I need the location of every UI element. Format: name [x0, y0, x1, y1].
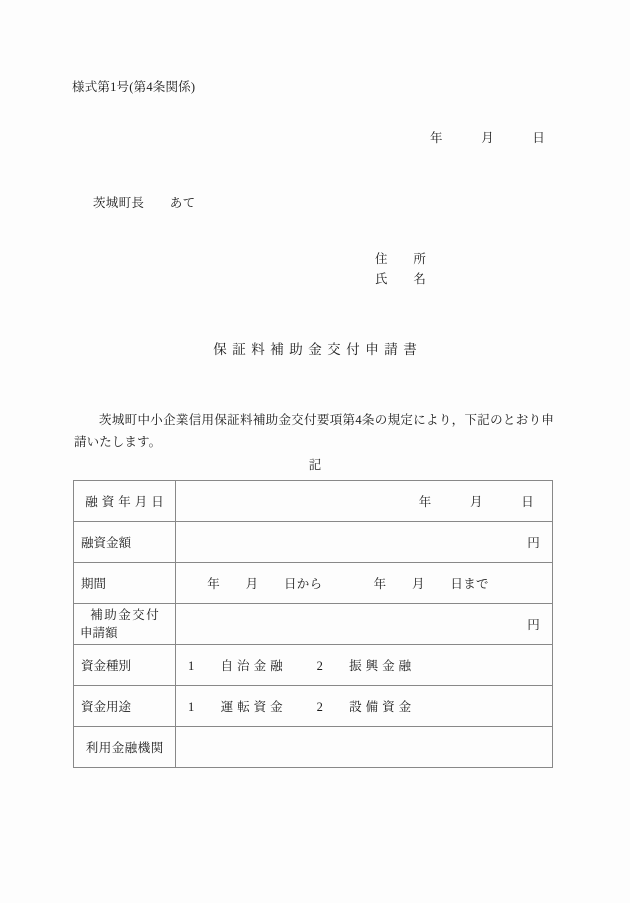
label-text: 融資年月日 — [85, 495, 168, 509]
body-paragraph: 茨城町中小企業信用保証料補助金交付要項第4条の規定により，下記のとおり申請いたします。 — [74, 413, 554, 449]
applicant-name-label: 氏 名 — [375, 272, 427, 286]
option-number-1: 1 — [188, 659, 195, 673]
value-text: 年 月 日から 年 月 日まで — [207, 577, 489, 591]
ki-marker: 記 — [308, 458, 322, 472]
options-group — [188, 697, 540, 715]
options-group — [188, 656, 540, 674]
option-number-2: 2 — [316, 700, 324, 714]
label-text: 期間 — [81, 577, 107, 591]
option-label-jichi-kinyu[interactable]: 自治金融 — [220, 659, 287, 673]
value-text: 年 月 日 — [418, 495, 534, 509]
table-row — [74, 727, 553, 768]
row-value-subsidy-amount[interactable] — [176, 604, 553, 645]
applicant-address-label: 住 所 — [375, 252, 427, 266]
row-value-period[interactable] — [176, 563, 553, 604]
application-form-table — [73, 480, 553, 768]
table-row — [74, 481, 553, 522]
table-row — [74, 645, 553, 686]
label-text — [79, 606, 170, 642]
option-label-shinko-kinyu[interactable]: 振興金融 — [349, 659, 416, 673]
row-value-loan-date[interactable] — [176, 481, 553, 522]
label-text-line2: 申請額 — [80, 626, 118, 640]
option-number-1: 1 — [188, 700, 195, 714]
option-number-2: 2 — [316, 659, 324, 673]
table-row — [74, 604, 553, 645]
value-unit-yen: 円 — [527, 536, 540, 550]
label-text: 利用金融機関 — [85, 741, 164, 755]
label-text: 融資金額 — [81, 536, 132, 550]
page-title: 保証料補助金交付申請書 — [213, 342, 423, 357]
option-label-setsubi-shikin[interactable]: 設備資金 — [349, 700, 416, 714]
value-unit-yen: 円 — [527, 618, 540, 632]
row-label-fund-use — [74, 686, 176, 727]
row-value-financial-institution[interactable] — [176, 727, 553, 768]
row-label-subsidy-amount — [74, 604, 176, 645]
row-value-loan-amount[interactable] — [176, 522, 553, 563]
addressee-line: 茨城町長 あて — [93, 196, 196, 210]
label-text: 資金種別 — [81, 659, 132, 673]
label-text: 資金用途 — [81, 700, 132, 714]
row-value-fund-type[interactable] — [176, 645, 553, 686]
table-row — [74, 686, 553, 727]
table-row — [74, 522, 553, 563]
row-value-fund-use[interactable] — [176, 686, 553, 727]
option-label-unten-shikin[interactable]: 運転資金 — [220, 700, 287, 714]
form-number: 様式第1号(第4条関係) — [72, 80, 196, 94]
row-label-financial-institution — [74, 727, 176, 768]
date-line: 年 月 日 — [430, 131, 546, 145]
row-label-loan-amount — [74, 522, 176, 563]
applicant-block — [375, 249, 426, 289]
row-label-loan-date — [74, 481, 176, 522]
row-label-period — [74, 563, 176, 604]
label-text-line1: 補助金交付 — [90, 607, 161, 622]
table-row — [74, 563, 553, 604]
row-label-fund-type — [74, 645, 176, 686]
